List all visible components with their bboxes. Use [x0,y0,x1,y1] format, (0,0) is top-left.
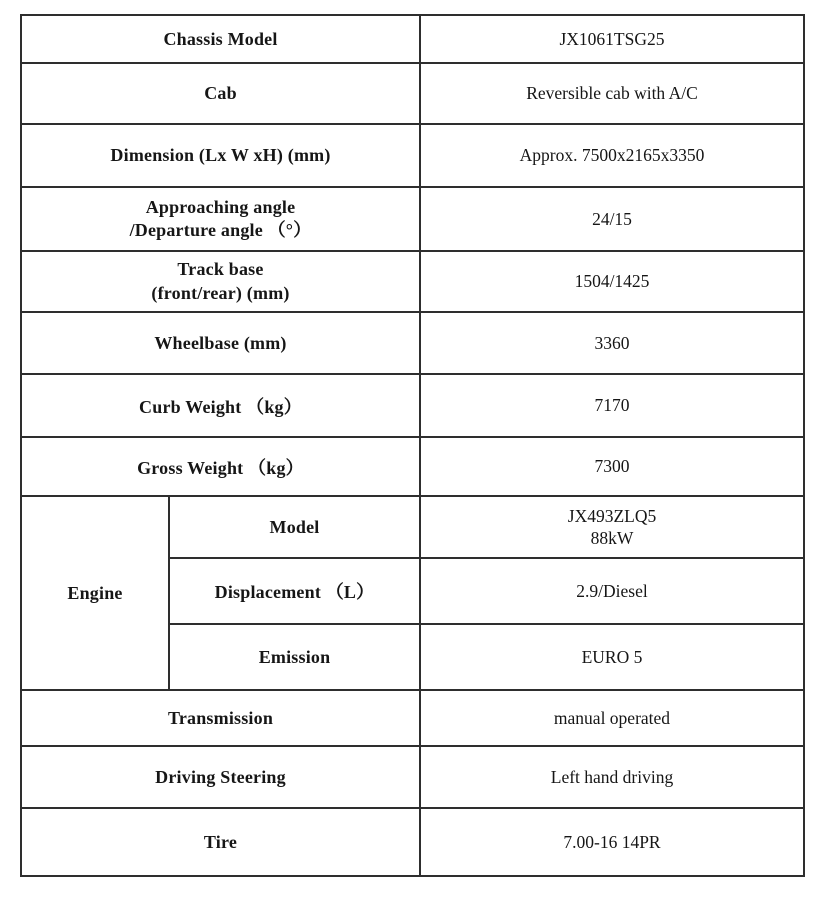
row-value-dimension: Approx. 7500x2165x3350 [420,124,804,187]
row-label-track-base-line2: (front/rear) (mm) [151,282,290,303]
table-row-wheelbase [21,312,804,374]
row-value-engine-displacement: 2.9/Diesel [420,558,804,624]
row-label-wheelbase: Wheelbase (mm) [21,312,420,374]
row-label-dimension: Dimension (Lx W xH) (mm) [21,124,420,187]
row-value-engine-model [420,496,804,558]
row-value-track-base: 1504/1425 [420,251,804,312]
engine-group-cell: Engine [21,496,169,690]
row-label-track-base [21,251,420,312]
row-label-angles [21,187,420,251]
row-label-angles-line1: Approaching angle [145,196,296,217]
table-row-track-base [21,251,804,312]
row-label-track-base-line1: Track base [177,259,264,280]
row-label-cab: Cab [21,63,420,124]
row-label-gross-weight: Gross Weight （kg） [21,437,420,496]
table-row-engine-model [21,496,804,558]
table-row-dimension [21,124,804,187]
chassis-spec-table [20,14,805,877]
table-row-chassis-model [21,15,804,63]
row-label-engine-displacement: Displacement （L） [169,558,420,624]
row-label-engine-model: Model [169,496,420,558]
row-label-angles-line2: /Departure angle （°） [129,220,312,240]
row-value-engine-emission: EURO 5 [420,624,804,690]
row-label-tire: Tire [21,808,420,876]
table-row-tire [21,808,804,876]
row-value-wheelbase: 3360 [420,312,804,374]
row-label-transmission: Transmission [21,690,420,746]
table-row-transmission [21,690,804,746]
row-label-engine-emission: Emission [169,624,420,690]
row-value-chassis-model: JX1061TSG25 [420,15,804,63]
row-label-chassis-model: Chassis Model [21,15,420,63]
table-row-angles [21,187,804,251]
row-value-gross-weight: 7300 [420,437,804,496]
table-row-gross-weight [21,437,804,496]
table-row-cab [21,63,804,124]
row-value-engine-model-line1: JX493ZLQ5 [567,505,657,526]
row-value-driving-steering: Left hand driving [420,746,804,808]
row-label-driving-steering: Driving Steering [21,746,420,808]
table-row-curb-weight [21,374,804,437]
row-value-cab: Reversible cab with A/C [420,63,804,124]
row-value-curb-weight: 7170 [420,374,804,437]
row-value-transmission: manual operated [420,690,804,746]
row-value-angles: 24/15 [420,187,804,251]
row-label-curb-weight: Curb Weight （kg） [21,374,420,437]
row-value-engine-model-line2: 88kW [590,528,634,548]
table-row-driving-steering [21,746,804,808]
row-value-tire: 7.00-16 14PR [420,808,804,876]
